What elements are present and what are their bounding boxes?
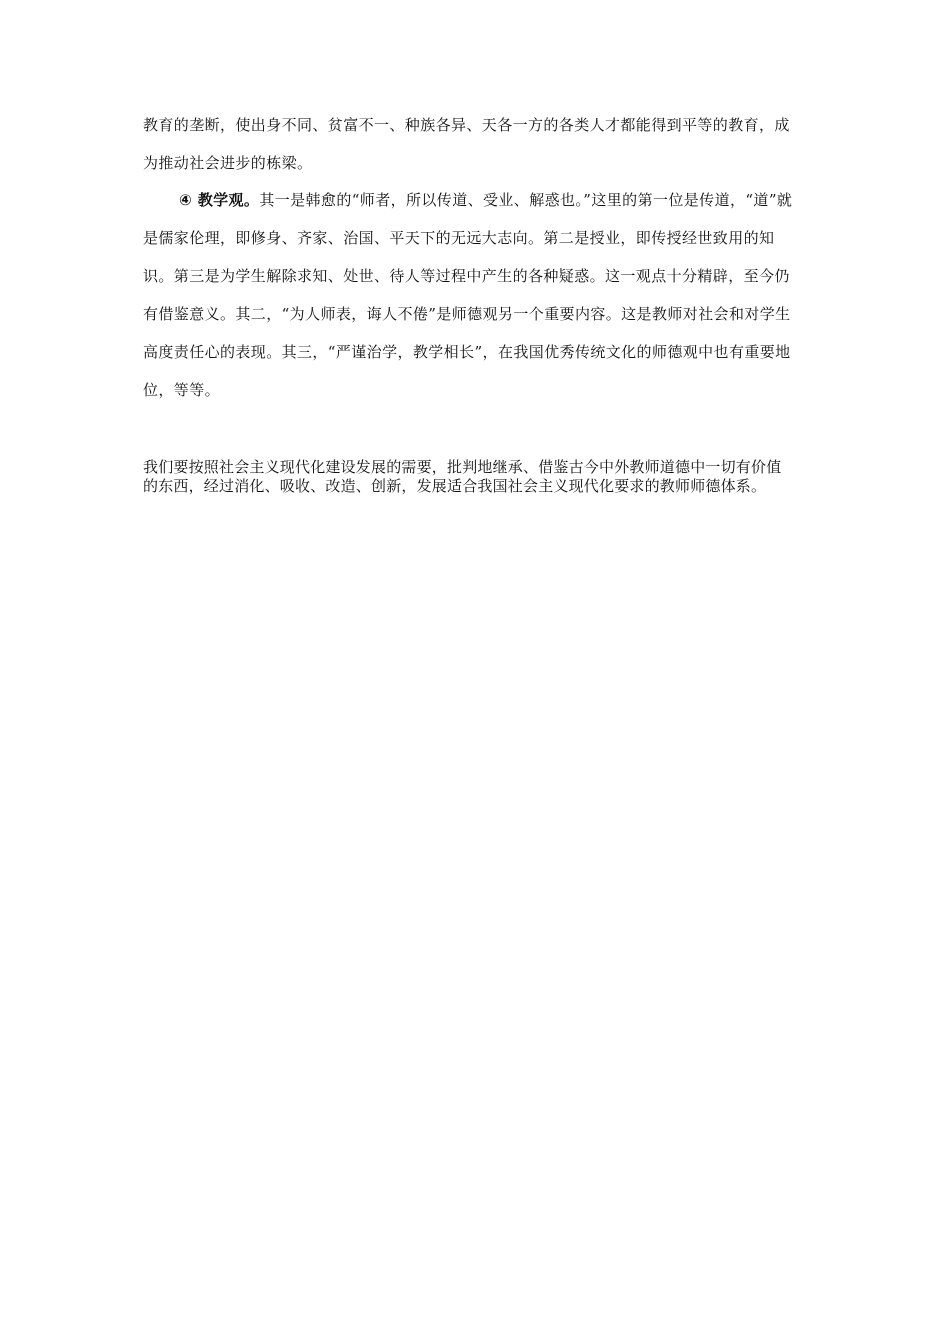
teaching-view-heading: ④ 教学观。 [179,191,260,209]
paragraph-conclusion: 我们要按照社会主义现代化建设发展的需要，批判地继承、借鉴古今中外教师道德中一切有价值的东西，经过消化、吸收、改造、创新，发展适合我国社会主义现代化要求的教师师德体系。 [143,458,782,495]
teaching-view-body: 其一是韩愈的“师者，所以传道、受业、解惑也。”这里的第一位是传道，“道”就是儒家伦理，即修身、齐家、治国、平天下的无远大志向。第二是授业，即传授经世致用的知识。第三是为学生解除求知、处世、待人等过程中产生的各种疑惑。这一观点十分精辟，至今仍有借鉴意义。其二，“为人师表，诲人不倦”是师德观另一个重要内容。这是教师对社会和对学生高度责任心的表现。其三，“严谨治学，教学相长”，在我国优秀传统文化的师德观中也有重要地位，等等。 [143,191,793,399]
paragraph-continuation: 教育的垄断，使出身不同、贫富不一、种族各异、天各一方的各类人才都能得到平等的教育，成为推动社会进步的栋梁。 [143,116,790,172]
paragraph-teaching-view [143,181,795,409]
